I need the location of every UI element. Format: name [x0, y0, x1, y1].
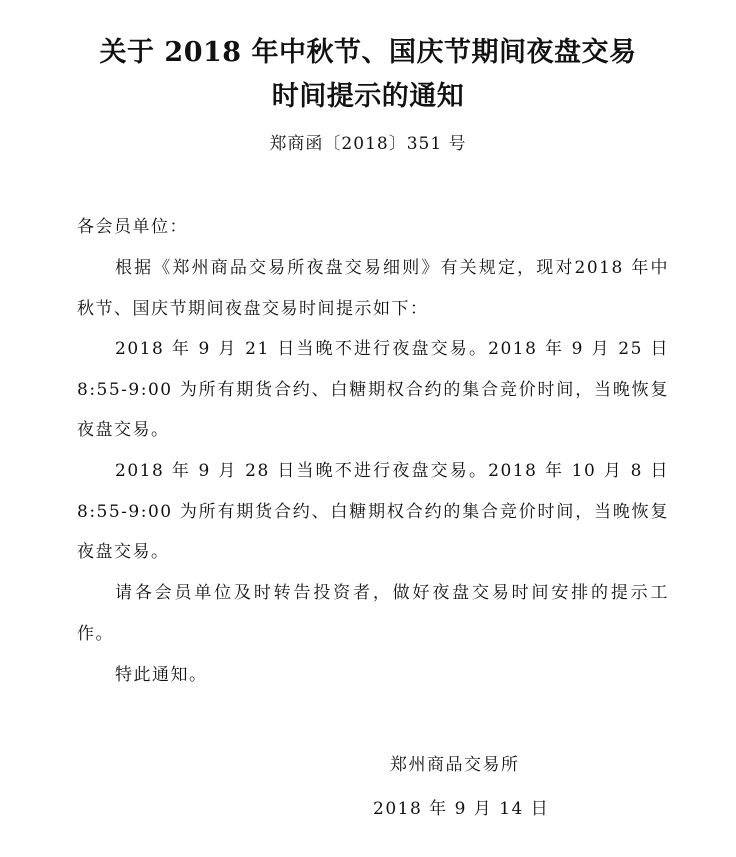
document-number: 郑商函〔2018〕351 号	[269, 134, 467, 154]
body-paragraph-closing: 特此通知。	[115, 665, 208, 685]
signature-organization: 郑州商品交易所	[390, 755, 520, 775]
signature-date: 2018 年 9 月 14 日	[373, 799, 550, 819]
body-paragraph-regulation: 根据《郑州商品交易所夜盘交易细则》有关规定，现对2018 年中秋节、国庆节期间夜盘交易时间提示如下：	[77, 258, 669, 319]
body-paragraph-mid-autumn: 2018 年 9 月 21 日当晚不进行夜盘交易。2018 年 9 月 25 日 8:55-9:00 为所有期货合约、白糖期权合约的集合竞价时间，当晚恢复夜盘交易。	[77, 339, 669, 440]
body-paragraph-national-day: 2018 年 9 月 28 日当晚不进行夜盘交易。2018 年 10 月 8 日 8:55-9:00 为所有期货合约、白糖期权合约的集合竞价时间，当晚恢复夜盘交易。	[77, 461, 669, 562]
notice-title-line-1: 关于 2018 年中秋节、国庆节期间夜盘交易	[99, 37, 637, 68]
salutation: 各会员单位：	[77, 217, 188, 237]
body-paragraph-request: 请各会员单位及时转告投资者，做好夜盘交易时间安排的提示工作。	[77, 583, 669, 644]
notice-title-line-2: 时间提示的通知	[271, 81, 465, 112]
